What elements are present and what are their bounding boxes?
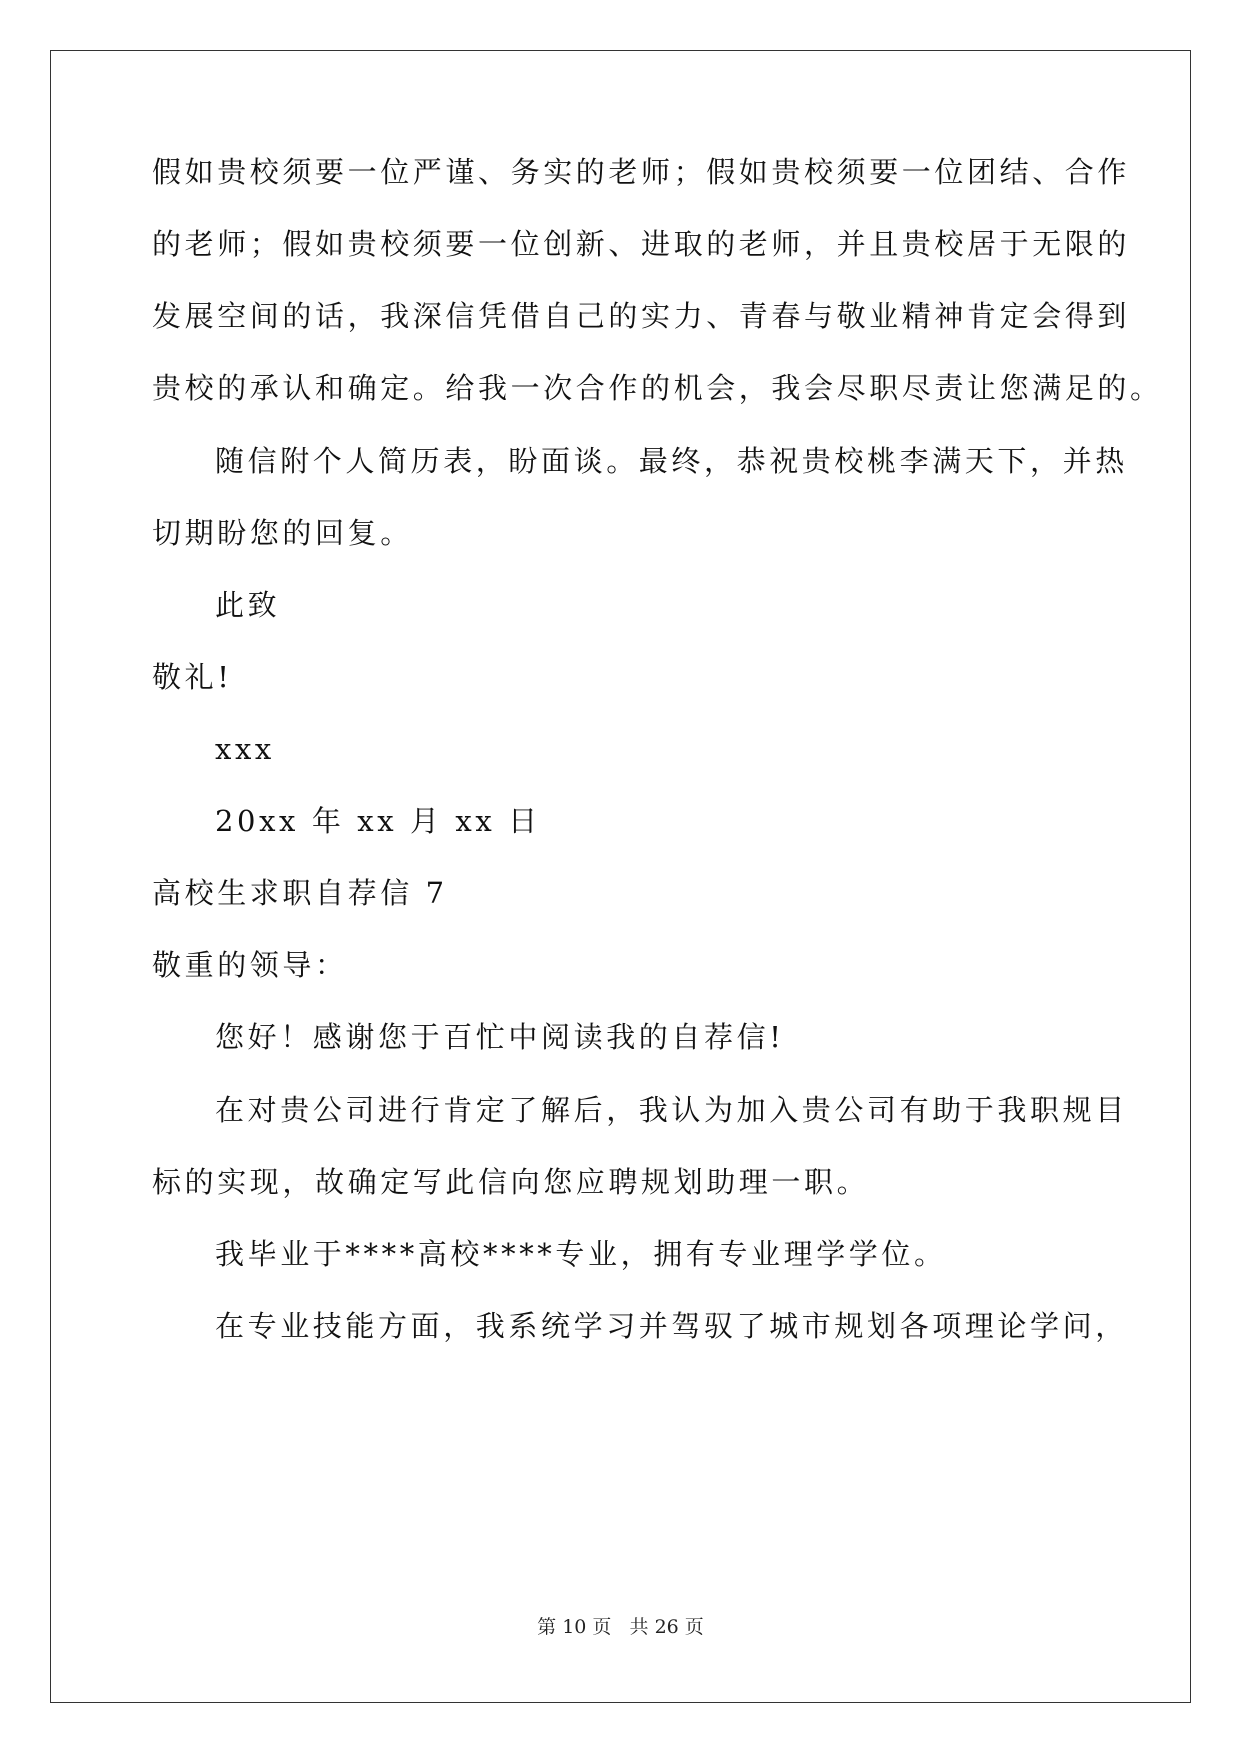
signature-name: xxx <box>215 732 275 766</box>
text-line: 标的实现，故确定写此信向您应聘规划助理一职。 <box>152 1165 870 1199</box>
salutation-line: 敬礼! <box>152 660 233 694</box>
text-line: 随信附个人简历表，盼面谈。最终，恭祝贵校桃李满天下，并热 <box>215 444 1128 478</box>
text-line: 的老师；假如贵校须要一位创新、进取的老师，并且贵校居于无限的 <box>152 227 1131 261</box>
text-line: 我毕业于****高校****专业，拥有专业理学学位。 <box>215 1237 947 1271</box>
signature-date: 20xx 年 xx 月 xx 日 <box>215 804 541 838</box>
text-line: 在对贵公司进行肯定了解后，我认为加入贵公司有助于我职规目 <box>215 1093 1128 1127</box>
text-line: 切期盼您的回复。 <box>152 516 413 550</box>
text-line: 您好！感谢您于百忙中阅读我的自荐信! <box>215 1020 785 1054</box>
text-line: 在专业技能方面，我系统学习并驾驭了城市规划各项理论学问， <box>215 1309 1128 1343</box>
page-number: 第 10 页 共 26 页 <box>537 1616 704 1638</box>
text-line: 假如贵校须要一位严谨、务实的老师；假如贵校须要一位团结、合作 <box>152 155 1131 189</box>
page-footer <box>0 1615 1241 1639</box>
salutation-line: 此致 <box>215 588 281 622</box>
greeting-line: 敬重的领导： <box>152 948 348 982</box>
text-line: 发展空间的话，我深信凭借自己的实力、青春与敬业精神肯定会得到 <box>152 299 1131 333</box>
section-title: 高校生求职自荐信 7 <box>152 876 448 910</box>
text-line: 贵校的承认和确定。给我一次合作的机会，我会尽职尽责让您满足的。 <box>152 371 1163 405</box>
